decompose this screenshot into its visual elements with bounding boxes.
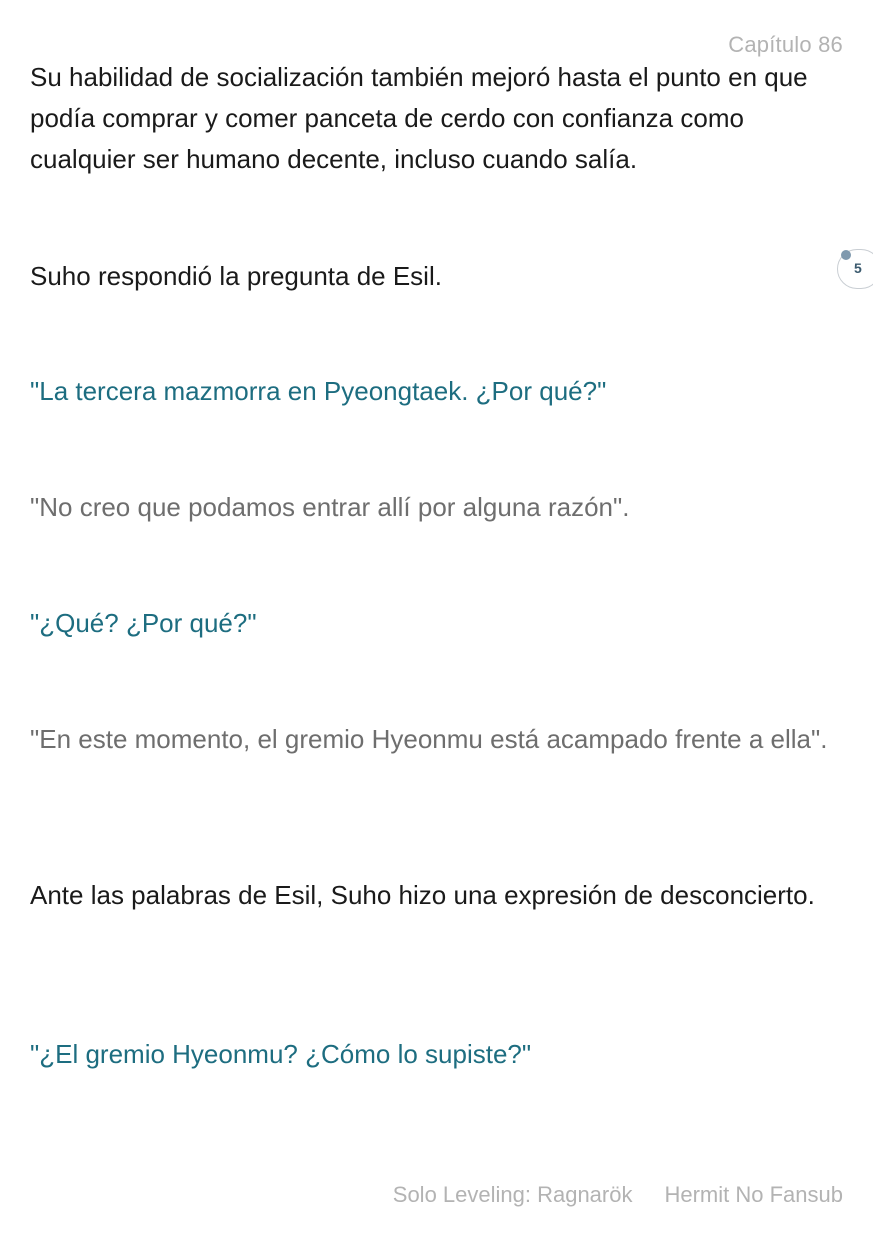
page-number: 5	[854, 260, 862, 276]
paragraph-narration: Suho respondió la pregunta de Esil.	[30, 261, 442, 291]
paragraph-dialogue: "No creo que podamos entrar allí por alguna razón".	[30, 492, 630, 522]
paragraph-narration: Ante las palabras de Esil, Suho hizo una expresión de desconcierto.	[30, 880, 815, 910]
progress-dot-icon	[841, 250, 851, 260]
page-indicator-button[interactable]	[837, 249, 873, 289]
novel-title: Solo Leveling: Ragnarök	[392, 1182, 633, 1207]
translator-group: Hermit No Fansub	[664, 1182, 843, 1207]
footer	[393, 1182, 843, 1208]
paragraph-dialogue: "¿El gremio Hyeonmu? ¿Cómo lo supiste?"	[30, 1039, 532, 1069]
paragraph-dialogue: "En este momento, el gremio Hyeonmu está acampado frente a ella".	[30, 724, 828, 754]
chapter-title: Capítulo 86	[728, 32, 843, 57]
paragraph-dialogue: "La tercera mazmorra en Pyeongtaek. ¿Por qué?"	[30, 376, 607, 406]
paragraph-narration: Su habilidad de socialización también mejoró hasta el punto en que podía comprar y comer panceta de cerdo con confianza como cualquier ser humano decente, incluso cuando salía.	[30, 62, 808, 174]
paragraph-dialogue: "¿Qué? ¿Por qué?"	[30, 608, 257, 638]
